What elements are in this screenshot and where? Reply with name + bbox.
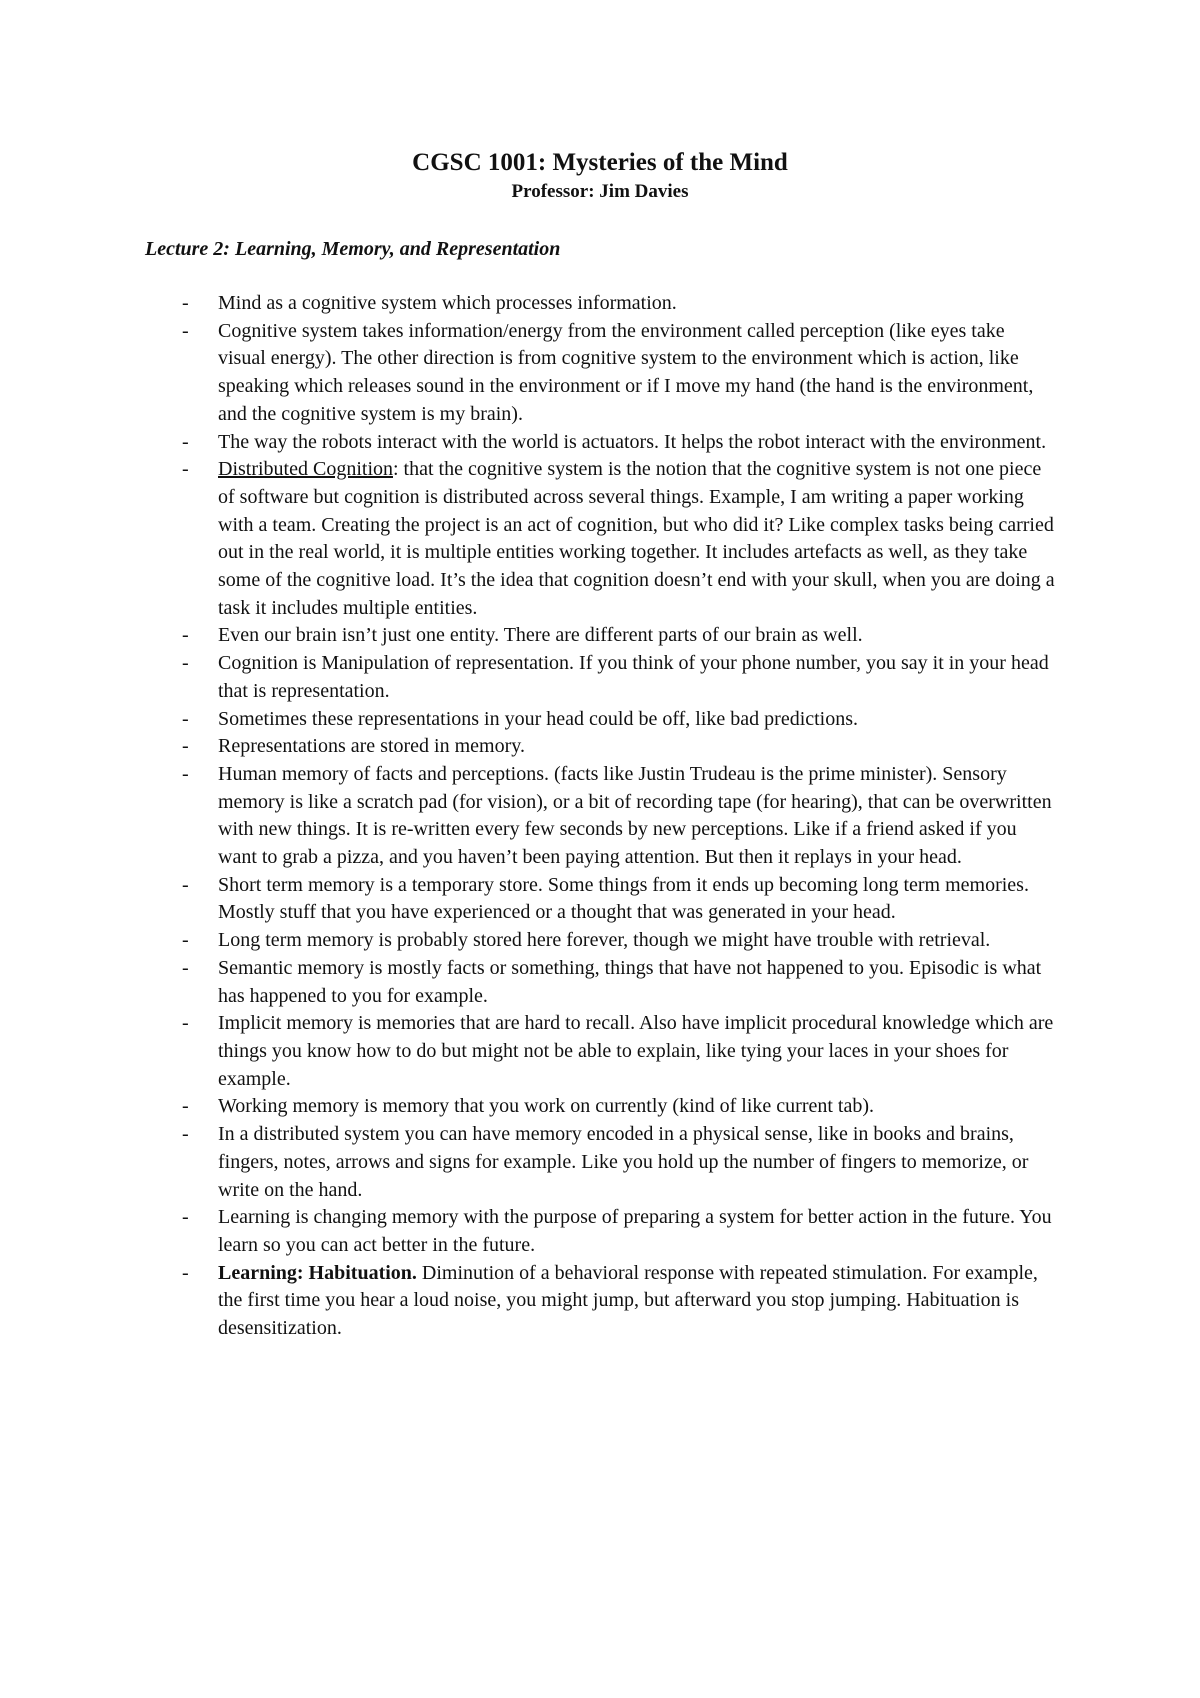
bullet-dash: - [182,929,189,952]
note-text: In a distributed system you can have memory encoded in a physical sense, like in books and brains, fingers, notes, arrows and signs for example. Like you hold up the number of fingers to memorize, or write on the hand. [218,1123,1029,1201]
bullet-dash: - [182,735,189,758]
course-title: CGSC 1001: Mysteries of the Mind [412,149,788,176]
note-text: Sometimes these representations in your head could be off, like bad predictions. [218,707,859,730]
note-text: Short term memory is a temporary store. Some things from it ends up becoming long term memories. Mostly stuff that you have experienced or a thought that was generated in your head. [218,873,1029,924]
bullet-dash: - [182,1261,189,1284]
bullet-dash: - [182,652,189,675]
note-text: Implicit memory is memories that are hard to recall. Also have implicit procedural knowledge which are things you know how to do but might not be able to explain, like tying your laces in your shoes for example. [218,1012,1054,1090]
list-item [0,650,1056,705]
note-text: Long term memory is probably stored here forever, though we might have trouble with retrieval. [218,929,991,952]
bullet-dash: - [182,873,189,896]
note-text: Representations are stored in memory. [218,735,525,758]
list-item [0,290,1056,318]
bullet-dash: - [182,956,189,979]
bullet-dash: - [182,458,189,481]
note-text: Diminution of a behavioral response with repeated stimulation. For example, the first time you hear a loud noise, you might jump, but afterward you stop jumping. Habituation is desensitization. [218,1261,1038,1340]
bullet-dash: - [182,319,189,342]
bold-term: Learning: Habituation. [218,1261,417,1284]
professor-name: Professor: Jim Davies [511,181,689,202]
list-item [0,872,1056,927]
list-item [0,1260,1056,1343]
underlined-term: Distributed Cognition [218,458,393,481]
bullet-dash: - [182,430,189,453]
note-text: Cognition is Manipulation of representation. If you think of your phone number, you say it in your head that is representation. [218,652,1049,702]
note-text: Cognitive system takes information/energy from the environment called perception (like eyes take visual energy). The other direction is from cognitive system to the environment which is action, like speaking which releases sound in the environment or if I move my hand (the hand is the environment, and the cognitive system is my brain). [218,319,1034,425]
list-item [0,706,1056,734]
bullet-dash: - [182,624,189,647]
bullet-dash: - [182,1095,189,1118]
note-text: Semantic memory is mostly facts or something, things that have not happened to you. Episodic is what has happened to you for example. [218,956,1042,1007]
list-item [0,1121,1056,1204]
list-item [0,622,1056,650]
bullet-dash: - [182,1123,189,1146]
bullet-dash: - [182,707,189,730]
bullet-dash: - [182,762,189,785]
note-text: : that the cognitive system is the notion that the cognitive system is not one piece of software but cognition is distributed across several things. Example, I am writing a paper working with a team. Creating the project is an act of cognition, but who did it? Like complex tasks being carried out in the real world, it is multiple entities working together. It includes artefacts as well, as they take some of the cognitive load. It’s the idea that cognition doesn’t end with your skull, when you are doing a task it includes multiple entities. [218,458,1055,619]
note-text: Mind as a cognitive system which processes information. [218,292,677,314]
note-text: Learning is changing memory with the purpose of preparing a system for better action in the future. You learn so you can act better in the future. [218,1206,1052,1256]
note-text: Even our brain isn’t just one entity. There are different parts of our brain as well. [218,624,863,647]
list-item [0,456,1056,622]
list-item [0,1010,1056,1093]
list-item [0,429,1056,457]
list-item [0,927,1056,955]
list-item [0,955,1056,1010]
bullet-dash: - [182,1206,189,1229]
lecture-notes-list [0,290,1200,1343]
lecture-heading: Lecture 2: Learning, Memory, and Representation [145,238,561,260]
list-item [0,1093,1056,1121]
list-item [0,733,1056,761]
bullet-dash: - [182,292,189,314]
list-item [0,1204,1056,1259]
note-text: Human memory of facts and perceptions. (facts like Justin Trudeau is the prime minister). Sensory memory is like a scratch pad (for vision), or a bit of recording tape (for hearing), that can be overwritten with new things. It is re-written every few seconds by new perceptions. Like if a friend asked if you want to grab a pizza, and you haven’t been paying attention. But then it replays in your head. [218,762,1052,869]
list-item [0,761,1056,872]
bullet-dash: - [182,1012,189,1035]
list-item [0,318,1056,429]
note-text: The way the robots interact with the world is actuators. It helps the robot interact with the environment. [218,430,1047,453]
note-text: Working memory is memory that you work on currently (kind of like current tab). [218,1095,875,1118]
